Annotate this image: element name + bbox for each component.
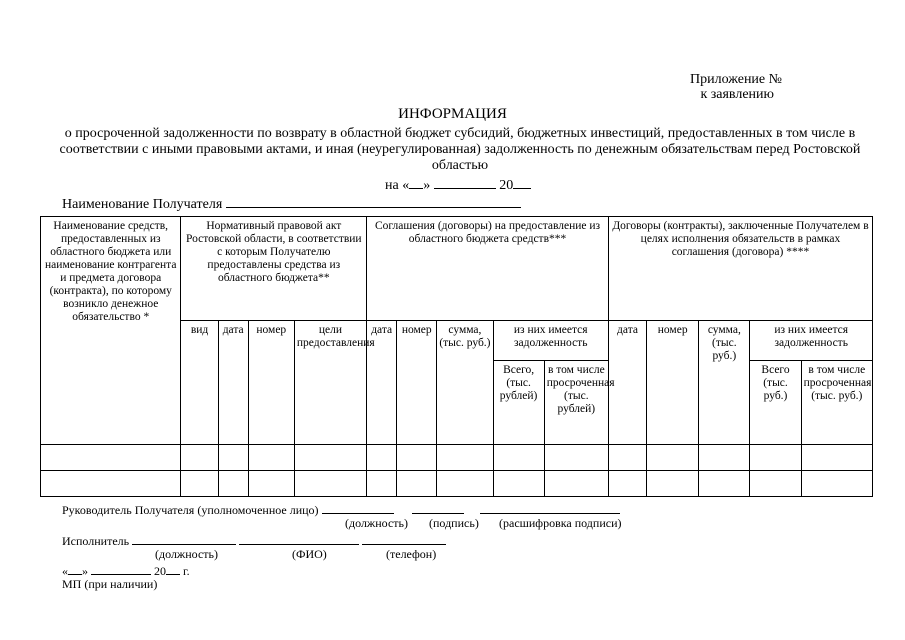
table-cell[interactable] <box>750 445 801 471</box>
appendix-header <box>660 72 782 102</box>
table-cell[interactable] <box>437 471 493 497</box>
agr-debt-overdue-header: в том числе просроченная (тыс. рублей) <box>544 361 608 445</box>
act-purpose-header: цели предоставления <box>294 321 366 445</box>
table-cell[interactable] <box>544 471 608 497</box>
group-contracts-header: Договоры (контракты), заключенные Получателем в целях исполнения обязательств в рамках соглашения (договора) **** <box>608 217 872 321</box>
sign-year-blank[interactable] <box>166 562 180 575</box>
table-cell[interactable] <box>801 471 872 497</box>
table-cell[interactable] <box>248 471 294 497</box>
table-cell[interactable] <box>608 445 646 471</box>
head-signature-blank[interactable] <box>412 501 464 514</box>
agr-debt-header: из них имеется задолженность <box>493 321 608 361</box>
con-debt-total-header: Всего (тыс. руб.) <box>750 361 801 445</box>
recipient-name-blank[interactable] <box>226 195 521 208</box>
table-cell[interactable] <box>41 471 181 497</box>
table-cell[interactable] <box>647 445 699 471</box>
act-type-header: вид <box>181 321 218 445</box>
head-caption-decoding: (расшифровка подписи) <box>499 516 622 530</box>
table-cell[interactable] <box>437 445 493 471</box>
executor-position-blank[interactable] <box>132 532 236 545</box>
exec-caption-phone: (телефон) <box>386 547 437 561</box>
con-sum-header: сумма, (тыс. руб.) <box>699 321 750 445</box>
group-agreements-header: Соглашения (договоры) на предоставление из областного бюджета средств*** <box>367 217 609 321</box>
table-cell[interactable] <box>367 445 397 471</box>
report-date-line: на « » 20 <box>385 176 531 194</box>
table-cell[interactable] <box>367 471 397 497</box>
debt-table <box>40 216 873 497</box>
appendix-to-application: к заявлению <box>700 87 774 102</box>
sign-month-blank[interactable] <box>91 562 151 575</box>
table-cell[interactable] <box>493 445 544 471</box>
executor-line <box>62 532 446 548</box>
year-blank[interactable] <box>513 176 531 189</box>
document-subtitle: о просроченной задолженности по возврату в областной бюджет субсидий, бюджетных инвестиций, предоставленных в том числе в соответствии с иными правовыми актами, и иная (неурегулированная) задолженность по денежным обязательствам перед Ростовской областью <box>59 126 861 173</box>
document-title: ИНФОРМАЦИЯ <box>398 106 507 122</box>
table-cell[interactable] <box>801 445 872 471</box>
head-label: Руководитель Получателя (уполномоченное лицо) <box>62 503 319 517</box>
table-cell[interactable] <box>248 445 294 471</box>
table-row <box>41 471 873 497</box>
table-cell[interactable] <box>181 471 218 497</box>
act-number-header: номер <box>248 321 294 445</box>
table-cell[interactable] <box>41 445 181 471</box>
agr-sum-header: сумма, (тыс. руб.) <box>437 321 493 445</box>
recipient-line <box>62 195 521 213</box>
month-blank[interactable] <box>434 176 496 189</box>
table-cell[interactable] <box>750 471 801 497</box>
sign-day-blank[interactable] <box>68 562 82 575</box>
table-cell[interactable] <box>397 471 437 497</box>
con-date-header: дата <box>608 321 646 445</box>
stamp-label: МП (при наличии) <box>62 577 158 591</box>
table-cell[interactable] <box>294 471 366 497</box>
signature-date-line: « » 20 г. <box>62 564 190 578</box>
table-row <box>41 445 873 471</box>
table-cell[interactable] <box>218 445 248 471</box>
act-date-header: дата <box>218 321 248 445</box>
executor-label: Исполнитель <box>62 534 130 548</box>
day-blank[interactable] <box>409 176 423 189</box>
executor-phone-blank[interactable] <box>362 532 446 545</box>
table-cell[interactable] <box>218 471 248 497</box>
table-cell[interactable] <box>647 471 699 497</box>
agr-date-header: дата <box>367 321 397 445</box>
recipient-label: Наименование Получателя <box>62 197 223 212</box>
con-debt-overdue-header: в том числе просроченная (тыс. руб.) <box>801 361 872 445</box>
executor-name-blank[interactable] <box>239 532 359 545</box>
con-number-header: номер <box>647 321 699 445</box>
exec-caption-name: (ФИО) <box>292 547 327 561</box>
head-decoding-blank[interactable] <box>480 501 620 514</box>
appendix-number: Приложение № <box>690 72 782 87</box>
table-cell[interactable] <box>699 471 750 497</box>
con-debt-header: из них имеется задолженность <box>750 321 873 361</box>
table-cell[interactable] <box>608 471 646 497</box>
table-cell[interactable] <box>294 445 366 471</box>
head-caption-position: (должность) <box>345 516 408 530</box>
table-cell[interactable] <box>493 471 544 497</box>
table-cell[interactable] <box>544 445 608 471</box>
head-signature-line <box>62 501 620 517</box>
group-normative-act-header: Нормативный правовой акт Ростовской области, в соответствии с которым Получателю предоставлены средства из областного бюджета** <box>181 217 367 321</box>
head-caption-signature: (подпись) <box>429 516 479 530</box>
agr-number-header: номер <box>397 321 437 445</box>
exec-caption-position: (должность) <box>155 547 218 561</box>
table-cell[interactable] <box>397 445 437 471</box>
table-cell[interactable] <box>699 445 750 471</box>
agr-debt-total-header: Всего, (тыс. рублей) <box>493 361 544 445</box>
table-cell[interactable] <box>181 445 218 471</box>
head-position-blank[interactable] <box>322 501 394 514</box>
col-funds-name-header: Наименование средств, предоставленных из областного бюджета или наименование контрагента и предмета договора (контракта), по которому возникло денежное обязательство * <box>41 217 181 445</box>
